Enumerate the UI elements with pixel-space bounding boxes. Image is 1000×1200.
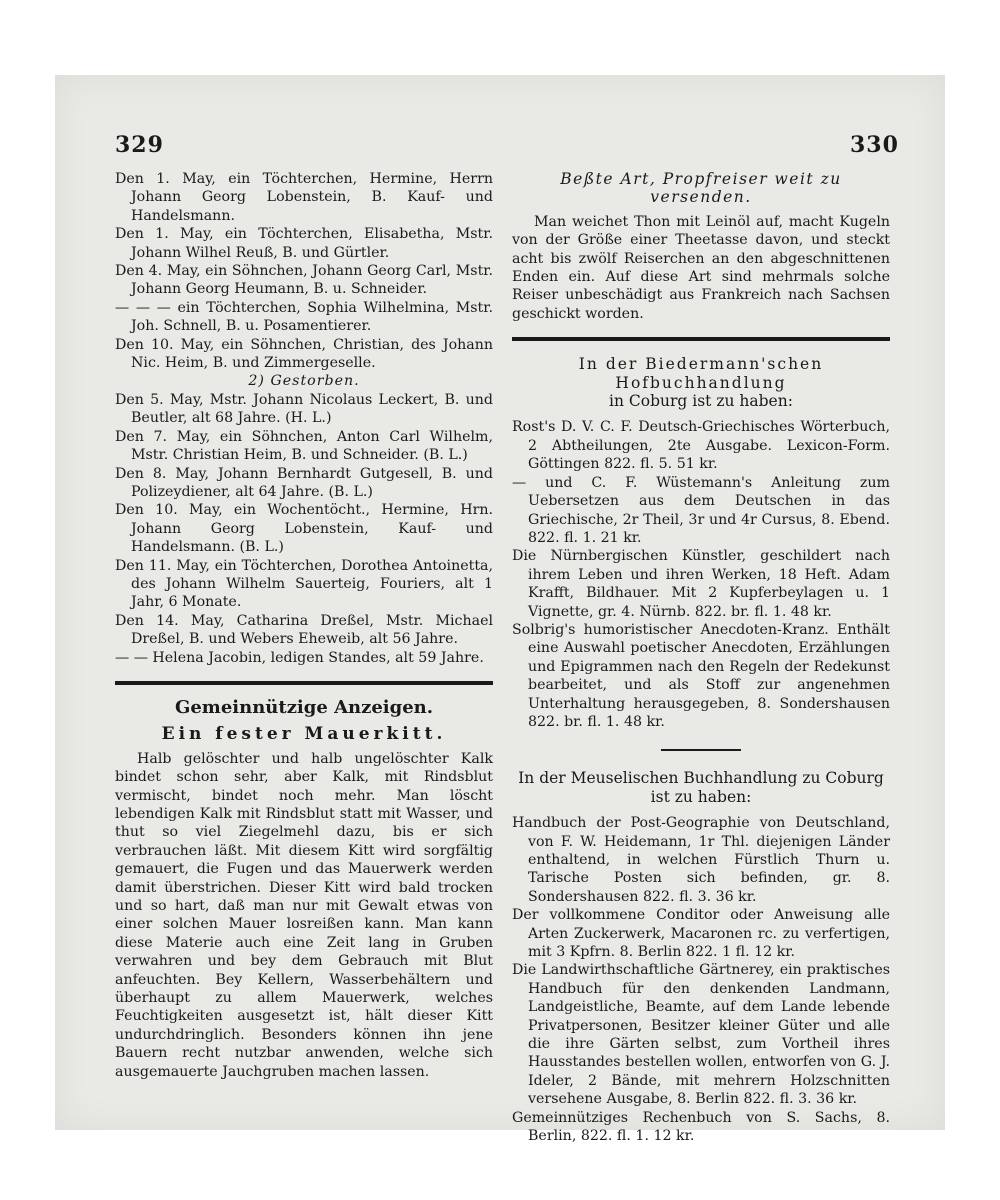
birth-entry: Den 1. May, ein Töchterchen, Elisabetha, Mstr. Johann Wilhel Reuß, B. und Gürtler. xyxy=(115,226,493,261)
book-listing: Die Landwirthschaftliche Gärtnerey, ein praktisches Handbuch für den denkenden Landmann, Landgeistliche, Beamte, auf dem Lande lebende Privatpersonen, Besitzer kleiner Güter und alle die ihre Gärten selbst, zum Vortheil ihres Hausstandes bestellen wollen, entworfen von G. J. Ideler, 2 Bände, mit mehrern Holzschnitten versehene Ausgabe, 8. Berlin 822. fl. 3. 36 kr. xyxy=(512,962,890,1108)
book-listing: Rost's D. V. C. F. Deutsch-Griechisches Wörterbuch, 2 Abtheilungen, 2te Ausgabe. Lexicon-Form. Göttingen 822. fl. 5. 51 kr. xyxy=(512,419,890,473)
short-divider xyxy=(661,749,741,751)
left-column xyxy=(115,170,493,1081)
death-entry: Den 8. May, Johann Bernhardt Gutgesell, B. und Polizeydiener, alt 64 Jahre. (B. L.) xyxy=(115,465,493,500)
page-number-left: 329 xyxy=(115,132,164,158)
death-entry: Den 5. May, Mstr. Johann Nicolaus Leckert, B. und Beutler, alt 68 Jahre. (H. L.) xyxy=(115,391,493,427)
book-listing: Solbrig's humoristischer Anecdoten-Kranz. Enthält eine Auswahl poetischer Anecdoten, Erzählungen und Epigrammen nach den Regeln der Redekunst bearbeitet, und als Stoff zur angenehmen Unterhaltung herausgegeben, 8. Sondershausen 822. br. fl. 1. 48 kr. xyxy=(512,621,890,730)
deaths-heading: 2) Gestorben. xyxy=(248,373,360,390)
article-title: Ein fester Mauerkitt. xyxy=(161,724,447,745)
death-entry: Den 7. May, ein Söhnchen, Anton Carl Wilhelm, Mstr. Christian Heim, B. und Schneider. (B. L.) xyxy=(115,428,493,464)
death-entry: Den 10. May, ein Wochentöcht., Hermine, Hrn. Johann Georg Lobenstein, Kauf- und Handelsmann. (B. L.) xyxy=(115,502,493,556)
birth-entry: — — — ein Töchterchen, Sophia Wilhelmina, Mstr. Joh. Schnell, B. u. Posamentierer. xyxy=(115,299,493,335)
article-paragraph: Halb gelöschter und halb ungelöschter Kalk bindet schon sehr, aber Kalk, mit Rindsblut vermischt, bindet noch mehr. Man löscht lebendigen Kalk mit Rindsblut statt mit Wasser, und thut so viel Ziegelmehl dazu, bis er sich verbrauchen läßt. Mit diesem Kitt wird sorgfältig gemauert, die Fugen und das Mauerwerk werden damit überstrichen. Dieser Kitt wird bald trocken und so hart, daß man nur mit Gewalt etwas von einer solchen Mauer losreißen kann. Man kann diese Materie auch eine Zeit lang in Gruben verwahren und bey dem Gebrauch mit Blut anfeuchten. Bey Kellern, Wasserbehältern und überhaupt zu allem Mauerwerk, welches Feuchtigkeiten ausgesetzt ist, hält dieser Kitt undurchdringlich. Besonders können ihn jene Bauern recht nutzbar anwenden, welche sich ausgemauerte Jauchgruben machen lassen. xyxy=(115,750,493,1080)
book-listing: — und C. F. Wüstemann's Anleitung zum Uebersetzen aus dem Deutschen in das Griechische, 2r Theil, 3r und 4r Cursus, 8. Ebend. 822. fl. 1. 21 kr. xyxy=(512,474,890,546)
right-column xyxy=(512,170,890,1146)
book-listing: Handbuch der Post-Geographie von Deutschland, von F. W. Heidemann, 1r Thl. diejenigen Länder enthaltend, in welchen Fürstlich Thurn u. Tarische Posten sich befinden, gr. 8. Sondershausen 822. fl. 3. 36 kr. xyxy=(512,815,890,905)
birth-entry: Den 1. May, ein Töchterchen, Hermine, Herrn Johann Georg Lobenstein, B. Kauf- und Handelsmann. xyxy=(115,171,493,224)
death-entry: — — Helena Jacobin, ledigen Standes, alt 59 Jahre. xyxy=(115,649,484,666)
ad-subtitle-meusel: ist zu haben: xyxy=(650,787,752,806)
section-divider xyxy=(115,681,493,685)
book-listing: Die Nürnbergischen Künstler, geschildert nach ihrem Leben und ihren Werken, 18 Heft. Adam Krafft, Bildhauer. Mit 2 Kupferbeylagen u. 1 Vignette, gr. 4. Nürnb. 822. br. fl. 1. 48 kr. xyxy=(512,548,890,620)
article-title-propfreiser: Beßte Art, Propfreiser weit zu versenden. xyxy=(560,170,842,207)
birth-entry: Den 4. May, ein Söhnchen, Johann Georg Carl, Mstr. Johann Georg Heumann, B. u. Schneider. xyxy=(115,263,493,298)
section-title: Gemeinnützige Anzeigen. xyxy=(174,696,434,718)
ad-title-line: In der Biedermann'schen Hofbuchhandlung xyxy=(578,355,824,392)
section-divider xyxy=(512,337,890,341)
death-entry: Den 11. May, ein Töchterchen, Dorothea Antoinetta, des Johann Wilhelm Sauerteig, Fouriers, alt 1 Jahr, 6 Monate. xyxy=(115,557,493,611)
ad-subtitle-biedermann: in Coburg ist zu haben: xyxy=(609,392,793,411)
article-paragraph: Man weichet Thon mit Leinöl auf, macht Kugeln von der Größe einer Theetasse davon, und steckt acht bis zwölf Reiserchen an den abgeschnittenen Enden ein. Auf diese Art sind mehrmals solche Reiser unbeschädigt aus Frankreich nach Sachsen geschickt worden. xyxy=(512,213,890,322)
death-entry: Den 14. May, Catharina Dreßel, Mstr. Michael Dreßel, B. und Webers Eheweib, alt 56 Jahre. xyxy=(115,612,493,648)
ad-title-biedermann xyxy=(512,355,890,392)
ad-title-meusel: In der Meuselischen Buchhandlung zu Coburg xyxy=(518,769,884,788)
book-listing: Gemeinnütziges Rechenbuch von S. Sachs, 8. Berlin, 822. fl. 1. 12 kr. xyxy=(512,1109,890,1145)
page-number-right: 330 xyxy=(850,132,899,158)
birth-entry: Den 10. May, ein Söhnchen, Christian, des Johann Nic. Heim, B. und Zimmergeselle. xyxy=(115,336,493,372)
book-listing: Der vollkommene Conditor oder Anweisung alle Arten Zuckerwerk, Macaronen rc. zu verfertigen, mit 3 Kpfrn. 8. Berlin 822. 1 fl. 12 kr. xyxy=(512,907,890,961)
